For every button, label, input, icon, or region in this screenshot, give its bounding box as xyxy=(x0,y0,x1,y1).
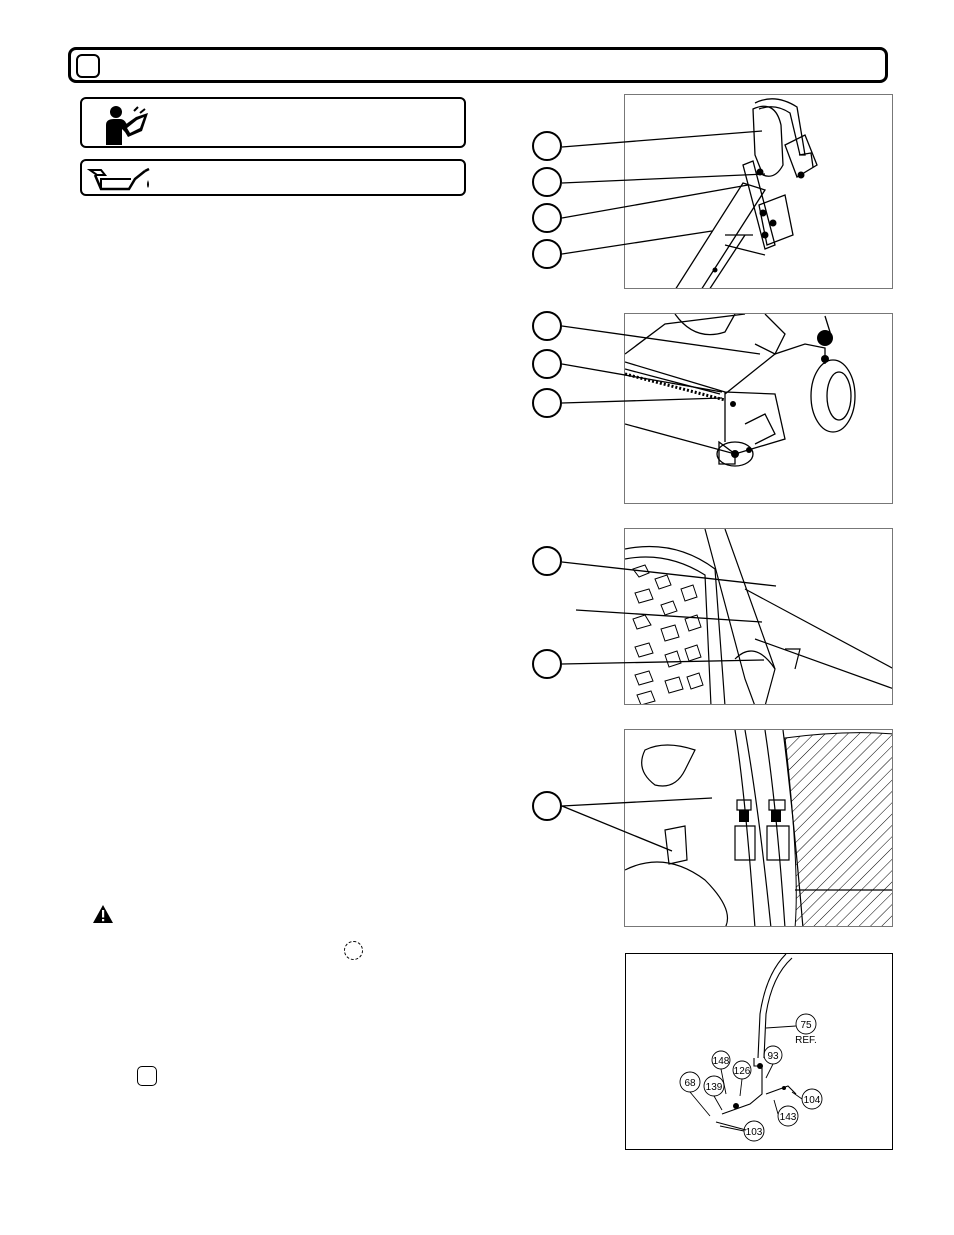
figure-1-callout-3 xyxy=(532,203,562,233)
step-reference-badge xyxy=(137,1066,157,1086)
part-label-ref: REF. xyxy=(795,1035,817,1046)
figure-2-callout-3 xyxy=(532,388,562,418)
part-label-126: 126 xyxy=(733,1066,751,1077)
figure-1-callout-1 xyxy=(532,131,562,161)
figure-2-callout-1 xyxy=(532,311,562,341)
part-label-93: 93 xyxy=(767,1051,779,1062)
figure-3-panel xyxy=(624,528,893,705)
part-label-148: 148 xyxy=(712,1056,730,1067)
figure-4-drawing xyxy=(625,730,893,927)
figure-3-callout-2 xyxy=(532,649,562,679)
figure-2-callout-2 xyxy=(532,349,562,379)
warning-triangle-icon xyxy=(92,904,114,924)
lubrication-notice xyxy=(80,159,466,196)
figure-4-callout-1 xyxy=(532,791,562,821)
part-label-143: 143 xyxy=(779,1112,797,1123)
figure-5-panel xyxy=(625,953,893,1150)
figure-5-drawing xyxy=(626,954,893,1150)
figure-3-drawing xyxy=(625,529,893,705)
reference-dashed-circle xyxy=(344,941,363,960)
part-label-139: 139 xyxy=(705,1082,723,1093)
figure-1-callout-4 xyxy=(532,239,562,269)
part-label-103: 103 xyxy=(745,1127,763,1138)
figure-1-drawing xyxy=(625,95,893,289)
section-number-badge xyxy=(76,54,100,78)
part-label-68: 68 xyxy=(684,1078,696,1089)
figure-1-callout-2 xyxy=(532,167,562,197)
figure-2-panel xyxy=(624,313,893,504)
section-header xyxy=(68,47,888,83)
figure-2-drawing xyxy=(625,314,893,504)
figure-4-panel xyxy=(624,729,893,927)
figure-1-panel xyxy=(624,94,893,289)
part-label-75: 75 xyxy=(800,1020,812,1031)
figure-3-callout-1 xyxy=(532,546,562,576)
oil-can-icon xyxy=(87,165,153,193)
read-manual-notice xyxy=(80,97,466,148)
part-label-104: 104 xyxy=(803,1095,821,1106)
reading-manual-icon xyxy=(102,105,152,145)
